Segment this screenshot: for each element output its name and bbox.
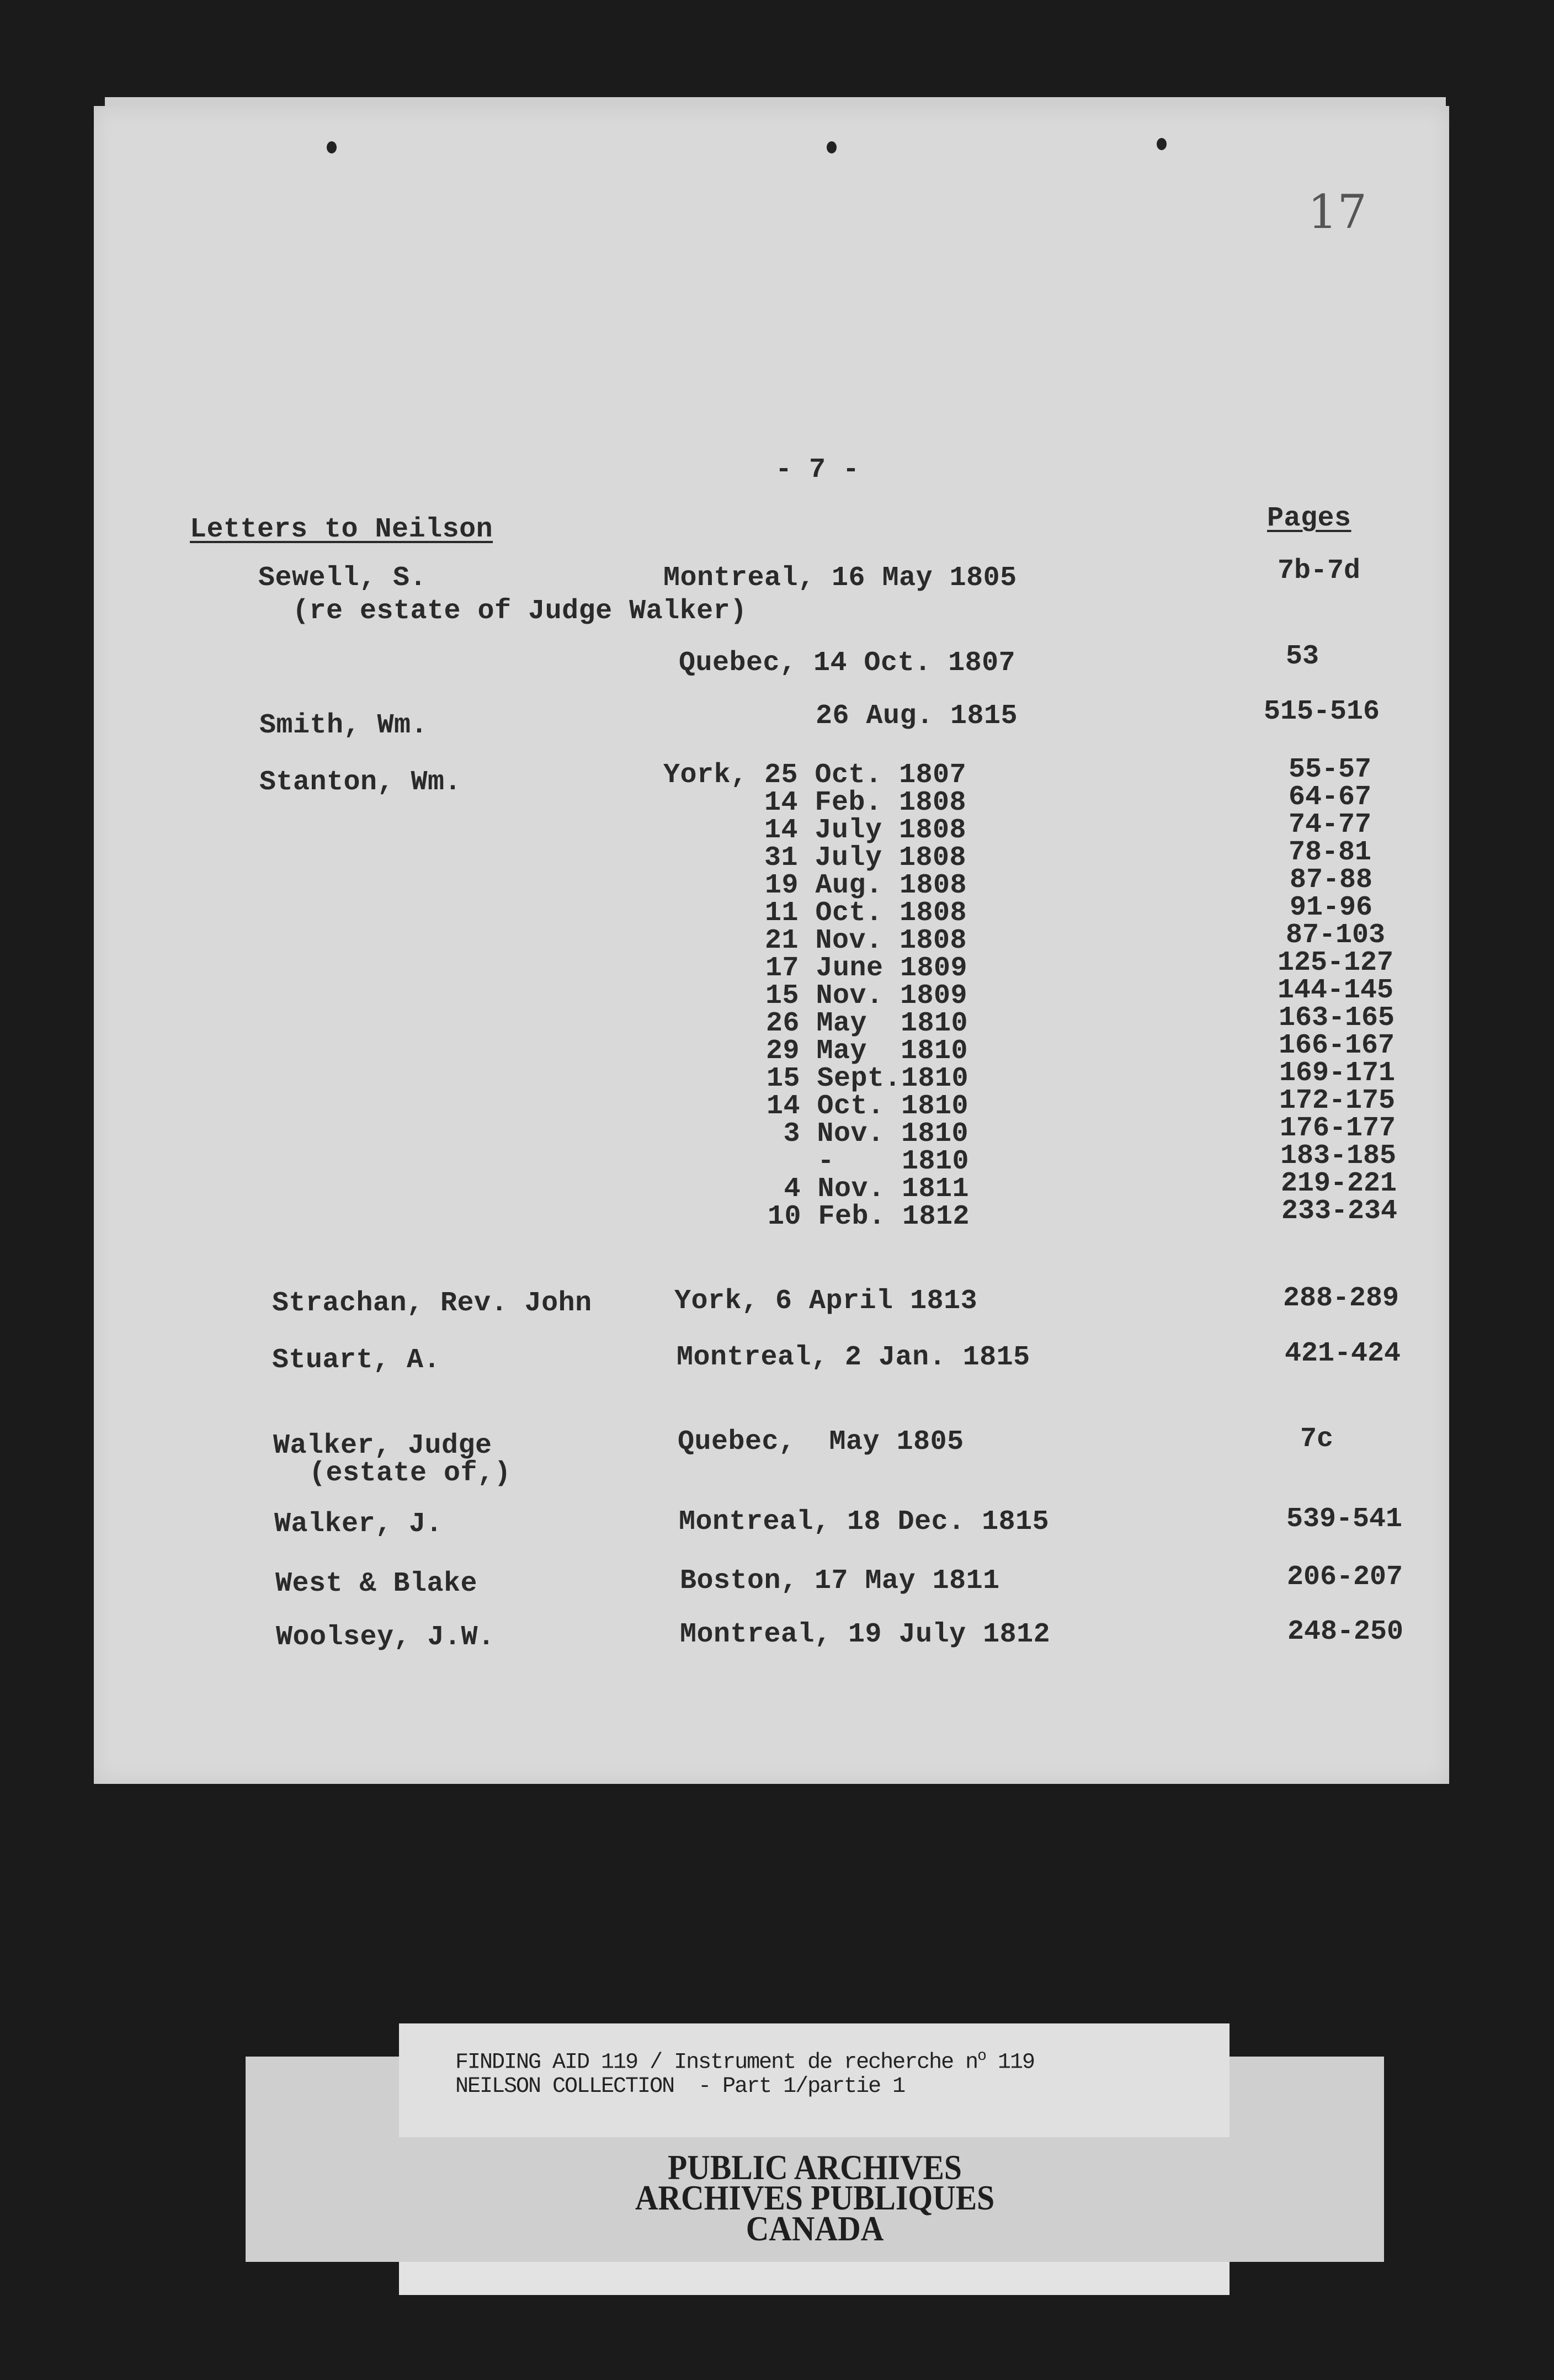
entry-pages: 515-516 [1263,696,1380,727]
entry-pages: 87-103 [1285,920,1386,951]
entry-name: Sewell, S. [258,562,427,594]
entry-date: 4 Nov. 1811 [767,1173,970,1205]
entry-pages: 55-57 [1288,754,1372,785]
entry-pages: 7c [1300,1423,1333,1455]
punch-hole [1157,138,1167,150]
entry-date: 29 May 1810 [766,1035,968,1067]
archives-line2: ARCHIVES PUBLIQUES [635,2178,995,2217]
entry-pages: 233-234 [1281,1196,1398,1227]
entry-pages: 172-175 [1279,1085,1396,1117]
entry-name: Walker, Judge [273,1430,492,1462]
finding-aid-number: 119 [985,2050,1034,2075]
entry-pages: 166-167 [1278,1030,1395,1061]
entry-pages: 539-541 [1286,1504,1403,1535]
entry-pages: 53 [1285,641,1319,672]
entry-date: 14 Oct. 1810 [767,1091,969,1122]
entry-date: 15 Nov. 1809 [765,980,968,1012]
entry-date: Boston, 17 May 1811 [680,1565,1000,1597]
entry-date: Montreal, 19 July 1812 [680,1619,1051,1650]
entry-date: Montreal, 18 Dec. 1815 [679,1506,1050,1538]
page-number: - 7 - [775,454,860,486]
entry-name: West & Blake [275,1568,478,1600]
punch-hole [827,141,837,153]
entry-pages: 64-67 [1288,782,1372,813]
folio-number: 17 [1308,185,1367,239]
entry-pages: 219-221 [1280,1168,1397,1199]
entry-note: (estate of,) [309,1458,512,1489]
entry-pages: 74-77 [1288,809,1372,841]
entry-date: 11 Oct. 1808 [765,897,967,929]
entry-date: 10 Feb. 1812 [768,1201,970,1232]
entry-name: Walker, J. [274,1508,443,1540]
entry-date: Quebec, 14 Oct. 1807 [679,647,1016,679]
entry-date: Quebec, May 1805 [678,1426,964,1458]
entry-date: York, 25 Oct. 1807 [663,759,967,791]
entry-name: Stuart, A. [272,1345,441,1376]
archives-line1: PUBLIC ARCHIVES [668,2148,962,2187]
entry-pages: 78-81 [1288,837,1372,868]
finding-aid-line1 [455,2048,1034,2075]
entry-name: Smith, Wm. [259,710,428,741]
entry-pages: 91-96 [1289,892,1373,923]
section-title: Letters to Neilson [190,514,493,545]
pages-header: Pages [1267,503,1351,534]
entry-date: 26 Aug. 1815 [816,700,1018,732]
entry-date: 17 June 1809 [765,953,968,984]
entry-date: Montreal, 16 May 1805 [663,562,1017,594]
superscript-o: o [977,2048,986,2065]
entry-pages: 144-145 [1277,975,1394,1006]
entry-date: 14 July 1808 [764,815,967,846]
entry-pages: 421-424 [1284,1338,1401,1369]
entry-name: Woolsey, J.W. [276,1622,495,1653]
entry-date: 21 Nov. 1808 [765,925,967,957]
entry-note: (re estate of Judge Walker) [292,596,747,627]
entry-pages: 206-207 [1286,1561,1403,1593]
entry-date: 15 Sept.1810 [767,1063,969,1095]
entry-pages: 87-88 [1289,864,1373,896]
finding-aid-text: FINDING AID 119 / Instrument de recherche n [455,2050,978,2075]
entry-pages: 169-171 [1279,1058,1396,1089]
entry-date: York, 6 April 1813 [674,1285,978,1317]
punch-hole [327,141,337,153]
collection-line: NEILSON COLLECTION - Part 1/partie 1 [455,2074,905,2099]
entry-pages: 7b-7d [1277,555,1361,587]
entry-pages: 183-185 [1280,1140,1397,1172]
entry-date: 26 May 1810 [766,1008,968,1039]
entry-pages: 176-177 [1279,1113,1396,1144]
entry-date: 19 Aug. 1808 [765,870,967,901]
entry-date: 31 July 1808 [764,842,967,874]
entry-date: 14 Feb. 1808 [764,787,967,819]
entry-date: 3 Nov. 1810 [767,1118,969,1150]
entry-pages: 248-250 [1287,1616,1404,1648]
entry-pages: 125-127 [1277,947,1394,979]
entry-name: Strachan, Rev. John [272,1288,592,1319]
entry-pages: 163-165 [1278,1002,1395,1034]
label-strip [399,2262,1230,2295]
archives-line3: CANADA [746,2209,884,2248]
entry-date: - 1810 [767,1146,970,1177]
entry-date: Montreal, 2 Jan. 1815 [677,1342,1030,1373]
entry-name: Stanton, Wm. [259,767,462,798]
entry-pages: 288-289 [1282,1283,1399,1314]
